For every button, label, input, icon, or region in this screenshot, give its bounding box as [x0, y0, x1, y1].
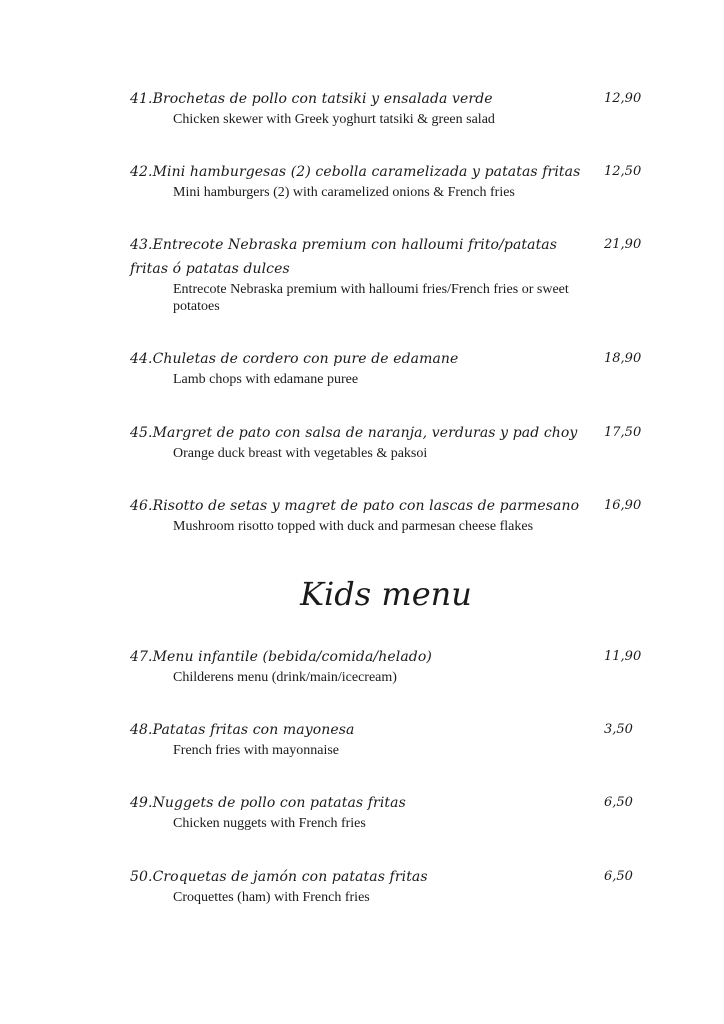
item-price: 6,50 [604, 795, 633, 810]
menu-item-50 [130, 865, 650, 906]
item-english-description: Croquettes (ham) with French fries [173, 890, 370, 905]
item-price: 6,50 [604, 869, 633, 884]
item-price: 12,90 [604, 91, 642, 106]
menu-item-42 [130, 160, 650, 201]
item-english-description: Entrecote Nebraska premium with halloumi fries/French fries or sweet potatoes [173, 282, 569, 314]
menu-item-46 [130, 494, 650, 535]
item-english-description: French fries with mayonnaise [173, 743, 340, 758]
item-spanish-name: 50.Croquetas de jamón con patatas fritas [130, 869, 428, 885]
item-spanish-name: 47.Menu infantile (bebida/comida/helado) [130, 649, 432, 665]
menu-item-45 [130, 421, 650, 462]
item-spanish-name-text: 43.Entrecote Nebraska premium con halloumi frito/patatas fritas ó patatas dulces [130, 237, 558, 277]
item-english-description: Orange duck breast with vegetables & paksoi [173, 446, 428, 461]
item-english-description: Lamb chops with edamane puree [173, 372, 359, 387]
kids-menu-heading: Kids menu [300, 575, 472, 613]
item-spanish-name: 46.Risotto de setas y magret de pato con lascas de parmesano [130, 498, 580, 514]
menu-item-47 [130, 645, 650, 686]
item-price: 18,90 [604, 351, 642, 366]
item-spanish-name: 42.Mini hamburgesas (2) cebolla caramelizada y patatas fritas [130, 164, 581, 180]
menu-item-44 [130, 347, 650, 388]
item-english-description: Mini hamburgers (2) with caramelized onions & French fries [173, 185, 515, 200]
menu-item-48 [130, 718, 650, 759]
menu-item-41 [130, 87, 650, 128]
item-price: 17,50 [604, 425, 642, 440]
item-price: 16,90 [604, 498, 642, 513]
item-price: 11,90 [604, 649, 642, 664]
item-spanish-name: 48.Patatas fritas con mayonesa [130, 722, 355, 738]
item-english-description: Childerens menu (drink/main/icecream) [173, 670, 397, 685]
item-spanish-name: 49.Nuggets de pollo con patatas fritas [130, 795, 406, 811]
item-spanish-name: 45.Margret de pato con salsa de naranja, verduras y pad choy [130, 425, 578, 441]
item-price: 3,50 [604, 722, 633, 737]
item-spanish-name: 41.Brochetas de pollo con tatsiki y ensalada verde [130, 91, 493, 107]
item-english-description: Mushroom risotto topped with duck and parmesan cheese flakes [173, 519, 534, 534]
item-price: 12,50 [604, 164, 642, 179]
item-english-description: Chicken skewer with Greek yoghurt tatsiki & green salad [173, 112, 495, 127]
menu-item-49 [130, 791, 650, 832]
menu-item-43 [130, 233, 650, 315]
item-spanish-name: 44.Chuletas de cordero con pure de edamane [130, 351, 459, 367]
item-price: 21,90 [604, 237, 642, 252]
item-english-description: Chicken nuggets with French fries [173, 816, 366, 831]
item-spanish-name [130, 233, 570, 281]
